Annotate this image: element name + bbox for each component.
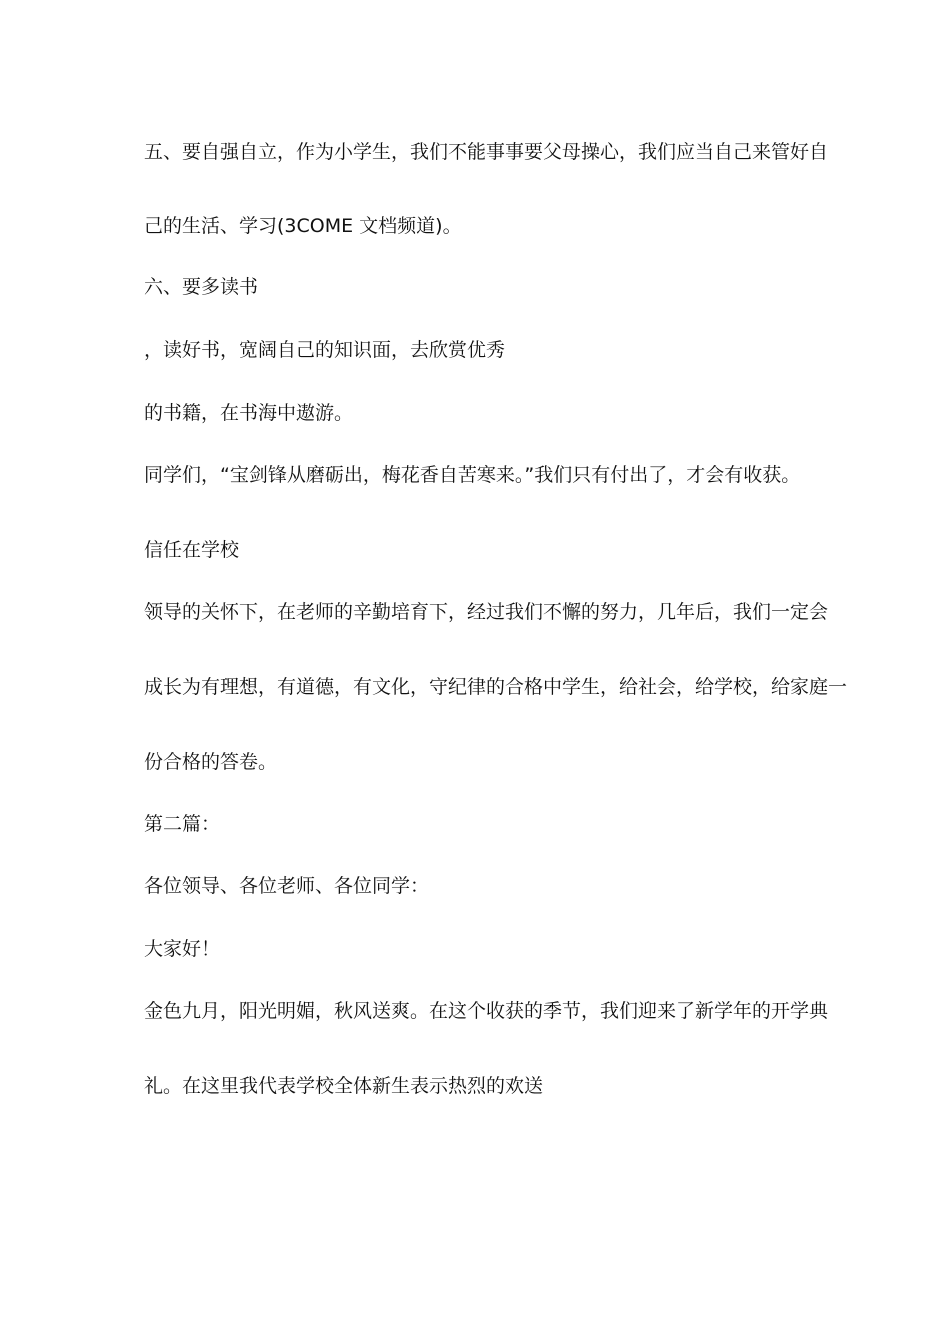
paragraph-line: 同学们，“宝剑锋从磨砺出，梅花香自苦寒来。”我们只有付出了，才会有收获。 — [144, 464, 801, 486]
paragraph-line: 成长为有理想，有道德，有文化，守纪律的合格中学生，给社会，给学校，给家庭一 — [144, 676, 848, 698]
paragraph-line: 金色九月，阳光明媚，秋风送爽。在这个收获的季节，我们迎来了新学年的开学典 — [144, 1000, 829, 1022]
greeting-line: 大家好！ — [144, 938, 221, 960]
section-heading: 第二篇： — [144, 813, 221, 835]
paragraph-line: 份合格的答卷。 — [144, 751, 278, 773]
paragraph-line: 己的生活、学习(3COME 文档频道)。 — [144, 215, 462, 237]
greeting-line: 各位领导、各位老师、各位同学： — [144, 875, 430, 897]
paragraph-line: 五、要自强自立，作为小学生，我们不能事事要父母操心，我们应当自己来管好自 — [144, 141, 829, 163]
paragraph-line: 礼。在这里我代表学校全体新生表示热烈的欢送 — [144, 1075, 544, 1097]
paragraph-line: 信任在学校 — [144, 539, 240, 561]
section-heading: 六、要多读书 — [144, 276, 259, 298]
paragraph-line: ，读好书，宽阔自己的知识面，去欣赏优秀 — [144, 339, 506, 361]
paragraph-line: 领导的关怀下，在老师的辛勤培育下，经过我们不懈的努力，几年后，我们一定会 — [144, 601, 829, 623]
paragraph-line: 的书籍，在书海中遨游。 — [144, 402, 354, 424]
